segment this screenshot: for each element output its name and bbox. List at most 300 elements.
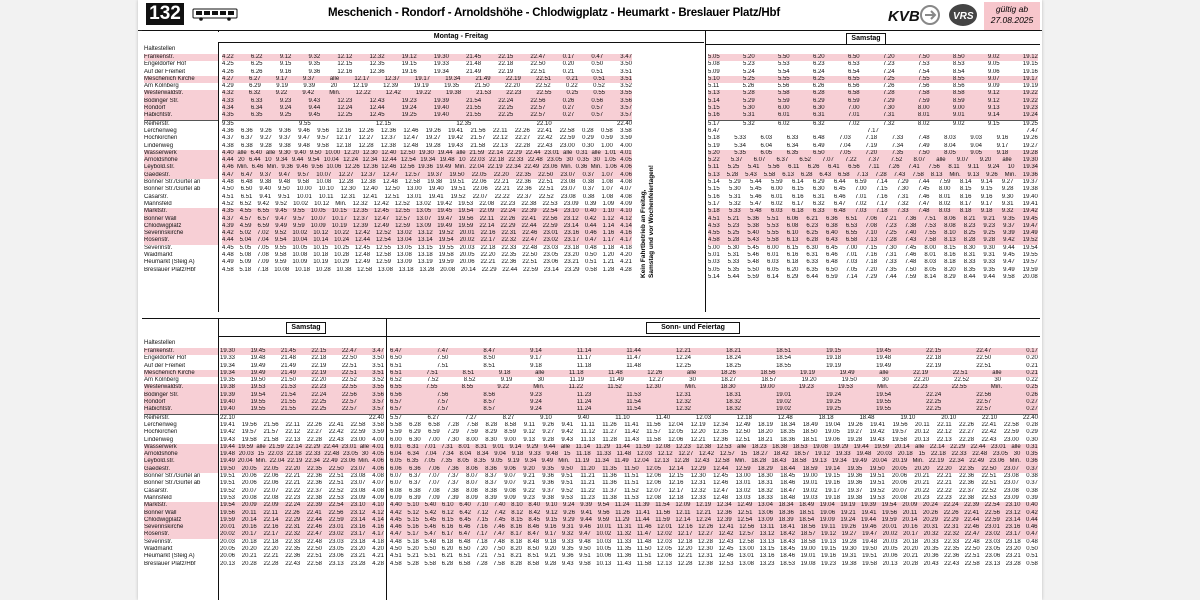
mofr-time: 22.25: [498, 105, 514, 112]
sunday-time: 11.33: [596, 451, 611, 458]
mofr-time: 4.44: [222, 157, 234, 164]
sat-time: 7.30: [896, 186, 909, 193]
mofr-time: 20: [237, 157, 245, 164]
sunday-time: 12.27: [678, 451, 694, 458]
sat-time: 7.07: [822, 157, 834, 164]
mofr-time: Min.: [237, 164, 249, 171]
sunday-time: 9.04: [494, 451, 506, 458]
sat-time: 9.30: [1001, 193, 1014, 200]
sat-evening-time: 19.54: [220, 502, 236, 509]
sunday-time: 11.18: [576, 362, 592, 369]
sat-time: 9.17: [996, 142, 1009, 149]
mofr-time: 4.50: [222, 186, 234, 193]
sat-evening-time: 3.51: [372, 369, 384, 376]
sat-evening-time: 20.04: [237, 458, 253, 465]
mofr-time: 9.27: [260, 135, 272, 142]
sat-evening-time: 21.55: [280, 406, 296, 413]
mofr-time: 12.39: [383, 83, 399, 90]
mofr-time: 10.04: [292, 237, 308, 244]
stop-name: Am Kölnberg: [144, 83, 179, 90]
sat-time: 8.25: [963, 230, 976, 237]
sunday-time: 7.21: [475, 553, 488, 560]
mofr-time: 4.52: [222, 200, 234, 207]
mofr-time: 12.37: [384, 75, 400, 82]
sat-time: 8.11: [948, 164, 960, 171]
stop-name: Auf der Freiheit: [144, 68, 186, 75]
mofr-time: 9.38: [279, 142, 291, 149]
sunday-time: 22.36: [944, 553, 960, 560]
sunday-time: 12.58: [714, 458, 730, 465]
mofr-time: 21.58: [470, 142, 486, 149]
sunday-time: 12.48: [777, 414, 793, 421]
sunday-time: 12.06: [656, 553, 672, 560]
sat-time: 6.45: [833, 186, 846, 193]
mofr-time: 1.20: [602, 252, 615, 259]
sunday-time: 9.44: [543, 443, 556, 450]
mofr-time: 22.36: [516, 186, 532, 193]
sat-time: 5.45: [747, 244, 760, 251]
sat-evening-time: 22.29: [285, 516, 301, 523]
mofr-time: 22.53: [542, 200, 558, 207]
sat-evening-time: 19.56: [241, 421, 257, 428]
sat-time: 5.31: [727, 252, 740, 259]
mofr-time: 12.42: [373, 200, 389, 207]
mofr-time: 0.58: [585, 266, 597, 273]
sunday-time: 12.18: [736, 414, 752, 421]
sunday-row: [390, 370, 1038, 377]
sat-time: 19.59: [1022, 266, 1038, 273]
sat-evening-time: 19.55: [250, 406, 266, 413]
sunday-time: 12.06: [668, 436, 684, 443]
sat-evening-time: 19.55: [250, 399, 266, 406]
sunday-time: 11.51: [624, 473, 639, 480]
mofr-time: alle: [456, 149, 466, 156]
sat-time: 6.52: [799, 157, 811, 164]
sat-time: 7.04: [839, 142, 851, 149]
sat-evening-time: 23.03: [328, 538, 344, 545]
sunday-time: 22.36: [959, 480, 975, 487]
sunday-time: 12.17: [677, 531, 693, 538]
sunday-time: 6.48: [458, 538, 471, 545]
sat-time: 8.17: [959, 200, 972, 207]
sat-time: 8.21: [963, 215, 976, 222]
sunday-time: 12.11: [675, 509, 691, 516]
sat-evening-time: 22.28: [307, 436, 323, 443]
sat-evening-time: 3.57: [372, 399, 384, 406]
sat-evening-time: 20.06: [241, 480, 257, 487]
sat-time: 9.32: [1001, 208, 1014, 215]
sat-time: 6.05: [767, 266, 779, 273]
mofr-time: 22.34: [505, 164, 521, 171]
mofr-time: 22.58: [559, 127, 575, 134]
sat-evening-time: 22.26: [306, 421, 322, 428]
sunday-time: 8.51: [527, 553, 540, 560]
sat-time: 19.47: [1022, 222, 1038, 229]
sat-time: 5.55: [767, 230, 779, 237]
mofr-time: 12.27: [358, 135, 374, 142]
sunday-time: 11.49: [609, 377, 624, 384]
sat-evening-time: 23.06: [340, 458, 356, 465]
sunday-time: 11.50: [636, 546, 652, 553]
mofr-time: 13.05: [416, 208, 432, 215]
sat-time: 6.51: [845, 215, 858, 222]
sat-time: 6.23: [812, 61, 825, 68]
sunday-row: [390, 384, 1038, 391]
sat-time: 7.33: [891, 135, 904, 142]
sunday-time: 9.16: [544, 524, 557, 531]
mofr-time: 0.46: [585, 230, 597, 237]
sat-time: 20.08: [1022, 273, 1038, 280]
sunday-time: 12.02: [656, 531, 672, 538]
sat-evening-time: 3.52: [372, 377, 384, 384]
sat-time: 7.34: [891, 142, 904, 149]
sunday-time: 15: [918, 451, 926, 458]
top-mofr-times: [222, 54, 632, 274]
mofr-time: 22.18: [480, 244, 496, 251]
sunday-time: 13.06: [758, 509, 774, 516]
sat-time: 5.22: [708, 157, 720, 164]
sat-time: 6.53: [847, 61, 860, 68]
mofr-time: 22.16: [480, 230, 496, 237]
sat-evening-time: 22.14: [263, 516, 279, 523]
sunday-time: 22.21: [936, 473, 952, 480]
sunday-time: 6.42: [459, 509, 471, 516]
mofr-time: 4.05: [620, 157, 632, 164]
mofr-time: 6.47: [240, 171, 253, 178]
sat-time: 19.37: [1022, 179, 1038, 186]
sat-time: 8.44: [963, 273, 976, 280]
mofr-time: 10.19: [313, 259, 329, 266]
sunday-time: 22.59: [984, 516, 1000, 523]
sat-row: [708, 179, 1038, 186]
sat-evening-row: [220, 546, 384, 553]
sat-evening-time: 22.21: [285, 473, 301, 480]
mofr-time: 19.34: [433, 68, 449, 75]
top-sat-times: [708, 54, 1038, 281]
sat-time: 6.36: [826, 215, 838, 222]
sunday-time: 8.36: [485, 465, 497, 472]
mofr-time: 1.01: [604, 149, 617, 156]
stop-name: Severinstr.: [144, 538, 173, 545]
sunday-time: 8.00: [466, 436, 478, 443]
sunday-time: 19.47: [862, 531, 878, 538]
sunday-time: 20.04: [872, 458, 888, 465]
mofr-time: 22.26: [500, 215, 516, 222]
sunday-time: 6.55: [390, 384, 402, 391]
sat-evening-time: 3.51: [372, 362, 384, 369]
sat-evening-time: 22.14: [287, 443, 303, 450]
sunday-time: 5.18: [407, 538, 419, 545]
mofr-time: 9.59: [293, 222, 305, 229]
sunday-time: 9.14: [509, 443, 522, 450]
sat-time: 6.32: [812, 200, 825, 207]
sat-time: 6.33: [806, 259, 819, 266]
stop-name: Bonner Str./Gürtel ab: [144, 186, 201, 193]
sunday-time: 11.29: [595, 443, 611, 450]
mofr-time: 12.17: [354, 75, 370, 82]
sat-time: 5.17: [708, 120, 720, 127]
mofr-time: 3.59: [620, 135, 632, 142]
sunday-time: 19.24: [826, 391, 842, 398]
sunday-time: 22.51: [964, 553, 980, 560]
sunday-time: 0.26: [1026, 391, 1038, 398]
sunday-time: 19.02: [776, 399, 792, 406]
mofr-time: 12.37: [360, 171, 376, 178]
sat-time: 5.26: [742, 83, 755, 90]
sat-evening-time: 22.35: [285, 546, 301, 553]
sat-time: 6.44: [833, 179, 846, 186]
sat-time: 7.05: [839, 149, 851, 156]
sat-time: 6.08: [786, 222, 799, 229]
sat-time: 7.01: [854, 193, 867, 200]
mofr-time: 0.31: [576, 149, 588, 156]
sat-evening-time: 22.04: [269, 458, 285, 465]
sunday-time: 12.13: [654, 458, 670, 465]
sunday-time: 5.57: [390, 414, 402, 421]
sat-time: 7.33: [885, 259, 897, 266]
mofr-time: 9.35: [308, 61, 321, 68]
sat-evening-time: 20.03: [238, 451, 254, 458]
sunday-time: 11.31: [616, 524, 632, 531]
sat-evening-time: 22.41: [306, 509, 322, 516]
sat-time: 6.30: [812, 105, 825, 112]
stop-name: Engeldorfer Hof: [144, 355, 187, 362]
sat-time: 7.50: [917, 149, 930, 156]
sunday-time: 12.45: [718, 546, 734, 553]
mofr-time: 19.37: [427, 171, 443, 178]
sunday-time: 12.25: [676, 362, 692, 369]
mofr-time: 19.42: [437, 200, 453, 207]
sunday-time: 5.21: [407, 553, 419, 560]
mofr-time: 12.30: [362, 149, 378, 156]
stop-name: Mannsfeld: [144, 494, 172, 501]
sunday-time: 12.28: [674, 458, 690, 465]
mofr-time: 10.38: [336, 266, 352, 273]
mofr-time: 4.57: [239, 215, 252, 222]
sunday-time: 12.14: [675, 516, 691, 523]
sunday-time: 22.13: [936, 436, 952, 443]
mofr-time: 12.55: [395, 208, 411, 215]
sat-evening-time: 20.13: [220, 560, 236, 567]
sunday-time: 19.04: [819, 502, 835, 509]
sat-time: 5.34: [734, 142, 746, 149]
sunday-row: [390, 502, 1038, 509]
sunday-time: 11.35: [602, 465, 617, 472]
sat-evening-time: 22.51: [328, 480, 344, 487]
sat-time: 7.03: [845, 259, 858, 266]
mofr-time: 22.35: [515, 171, 531, 178]
sat-evening-time: 22.13: [285, 436, 301, 443]
sat-evening-time: 23.01: [341, 443, 357, 450]
sat-evening-time: 20.09: [241, 502, 257, 509]
sunday-time: 7.28: [475, 560, 488, 567]
stop-name: Severinskirche: [144, 524, 218, 531]
mofr-time: alle: [591, 149, 601, 156]
sat-time: 5.23: [727, 222, 740, 229]
mofr-time: 12.55: [375, 244, 391, 251]
stop-name: Reiherstr.: [144, 120, 218, 128]
sunday-time: 12.23: [675, 443, 691, 450]
sunday-time: 9.41: [580, 509, 593, 516]
sunday-time: 8.46: [527, 524, 540, 531]
sunday-time: 7.51: [436, 362, 449, 369]
sat-evening-time: 21.50: [280, 377, 296, 384]
sunday-time: 7.46: [493, 524, 505, 531]
sunday-time: 9.00: [504, 436, 516, 443]
sunday-time: 12.30: [646, 384, 662, 391]
stop-name: Leybold.str.: [144, 458, 218, 465]
sunday-time: 19.23: [798, 384, 814, 391]
sunday-time: 12.42: [718, 531, 734, 538]
sat-time: 5.16: [708, 193, 720, 200]
sunday-time: 23.09: [1003, 494, 1019, 501]
mofr-time: 9.50: [309, 149, 322, 156]
sat-time: 7.17: [867, 127, 879, 134]
sat-time: 7.38: [904, 222, 917, 229]
mofr-time: 13.04: [396, 237, 412, 244]
sunday-time: 5.47: [424, 531, 437, 538]
sunday-time: 6.46: [458, 524, 471, 531]
mofr-time: 4.25: [222, 61, 234, 68]
mofr-time: 0.17: [562, 54, 575, 60]
sunday-time: 18.24: [726, 355, 742, 362]
sunday-time: 0.17: [1026, 348, 1038, 354]
sunday-time: 19.01: [800, 553, 816, 560]
mofr-time: 10.14: [313, 237, 329, 244]
mofr-time: 9.58: [297, 179, 310, 186]
mofr-time: 12.24: [343, 157, 359, 164]
sunday-time: 19.48: [856, 451, 872, 458]
sunday-time: 13.13: [759, 538, 775, 545]
sunday-time: 18.55: [776, 362, 792, 369]
mofr-time: 21.48: [466, 61, 482, 68]
sunday-time: 19.06: [820, 509, 836, 516]
mofr-time: 4.59: [239, 222, 252, 229]
sat-time: 8.05: [944, 149, 956, 156]
sunday-time: 22.35: [944, 546, 960, 553]
mofr-time: 4.01: [619, 149, 632, 156]
sat-time: 5.14: [708, 97, 720, 104]
sunday-time: 11.41: [624, 421, 639, 428]
sat-time: 6.50: [826, 266, 838, 273]
mofr-time: 22.47: [530, 54, 546, 60]
sat-time: 6.45: [826, 244, 838, 251]
sat-evening-time: 22.18: [311, 355, 327, 362]
sunday-time: 11.54: [655, 502, 670, 509]
sunday-time: 22.18: [930, 451, 946, 458]
mofr-time: 12.49: [355, 259, 371, 266]
sat-evening-time: 4.08: [372, 487, 384, 494]
sunday-time: 8.37: [485, 473, 497, 480]
sunday-row: [390, 355, 1038, 362]
mofr-time: 0.48: [585, 244, 597, 251]
sat-time: 8.06: [944, 215, 956, 222]
sat-time: 9.09: [987, 83, 1000, 90]
sunday-time: 19.30: [841, 546, 857, 553]
sat-row: [708, 252, 1038, 259]
sat-time: 19.17: [1022, 75, 1038, 82]
sunday-time: 11.14: [575, 443, 591, 450]
sunday-time: 18.57: [761, 377, 777, 384]
vrs-logo-text: VRS: [953, 11, 974, 22]
sunday-time: 9.59: [597, 516, 610, 523]
sunday-time: 11.39: [635, 502, 650, 509]
sat-evening-time: 3.50: [372, 355, 384, 362]
sunday-time: 13.01: [735, 480, 751, 487]
mofr-time: 22.44: [521, 222, 537, 229]
sunday-time: 19.15: [821, 546, 837, 553]
sunday-time: 18.50: [802, 429, 818, 436]
mofr-time: 6.25: [250, 61, 263, 68]
mofr-time: 22.36: [501, 259, 517, 266]
sunday-time: 20.19: [892, 458, 908, 465]
sat-evening-time: 19.59: [220, 516, 236, 523]
sunday-time: 6.39: [409, 494, 421, 501]
sunday-time: 9.14: [530, 348, 542, 354]
sat-time: 6.02: [777, 120, 790, 127]
sat-evening-time: 20.11: [241, 509, 257, 516]
mofr-time: 6.44: [248, 157, 261, 164]
mofr-time: 13.05: [396, 244, 412, 251]
sat-time: 5.25: [727, 230, 740, 237]
sat-time: 6.33: [786, 135, 799, 142]
sunday-time: 19.08: [800, 560, 816, 567]
sat-time: 19.49: [1022, 230, 1038, 237]
sat-time: 6.44: [806, 273, 819, 280]
sunday-time: 4.46: [390, 524, 402, 531]
sunday-time: 0.38: [1026, 487, 1038, 494]
sunday-time: 9.24: [530, 399, 542, 406]
sat-time: 9.21: [983, 215, 996, 222]
mofr-time: 19.55: [438, 244, 454, 251]
stop-name: Frankenstr.: [144, 54, 218, 61]
sunday-time: 23.18: [1005, 538, 1021, 545]
sunday-time: 12.27: [697, 531, 713, 538]
sunday-time: 6.20: [441, 546, 454, 553]
sat-time: 19.41: [1022, 200, 1038, 207]
sat-time: 5.10: [708, 75, 720, 82]
sunday-time: 19.55: [876, 399, 892, 406]
sat-time: 7.59: [917, 97, 930, 104]
sunday-time: 19.15: [826, 348, 842, 354]
mofr-time: 19.42: [447, 135, 463, 142]
sunday-time: 8.09: [466, 494, 478, 501]
sat-time: 8.15: [944, 244, 956, 251]
sunday-time: 12.36: [716, 509, 732, 516]
sunday-time: 18.27: [752, 451, 768, 458]
sunday-time: 9.09: [504, 494, 516, 501]
sat-evening-time: 22.07: [263, 487, 279, 494]
sat-time: 4.51: [708, 215, 720, 222]
sat-evening-time: 22.47: [307, 531, 323, 538]
sat-time: 19.19: [1022, 83, 1038, 90]
sunday-time: 20.02: [882, 531, 898, 538]
sat-evening-time: 20.08: [241, 494, 257, 501]
sat-evening-time: 19.34: [220, 362, 236, 369]
sat-evening-time: 22.35: [307, 465, 323, 472]
mofr-time: 19.25: [401, 112, 417, 119]
sunday-time: 8.34: [476, 451, 489, 458]
sat-time: 7.51: [924, 215, 937, 222]
mofr-time: 0.29: [582, 135, 594, 142]
sat-evening-time: 22.51: [328, 473, 344, 480]
sunday-time: 6.36: [409, 465, 421, 472]
sunday-time: 22.20: [936, 465, 952, 472]
sat-evening-time: 22.38: [307, 494, 323, 501]
sat-evening-time: 20.05: [220, 546, 236, 553]
sat-time: 5.45: [749, 186, 762, 193]
sunday-time: 23.07: [1003, 465, 1019, 472]
